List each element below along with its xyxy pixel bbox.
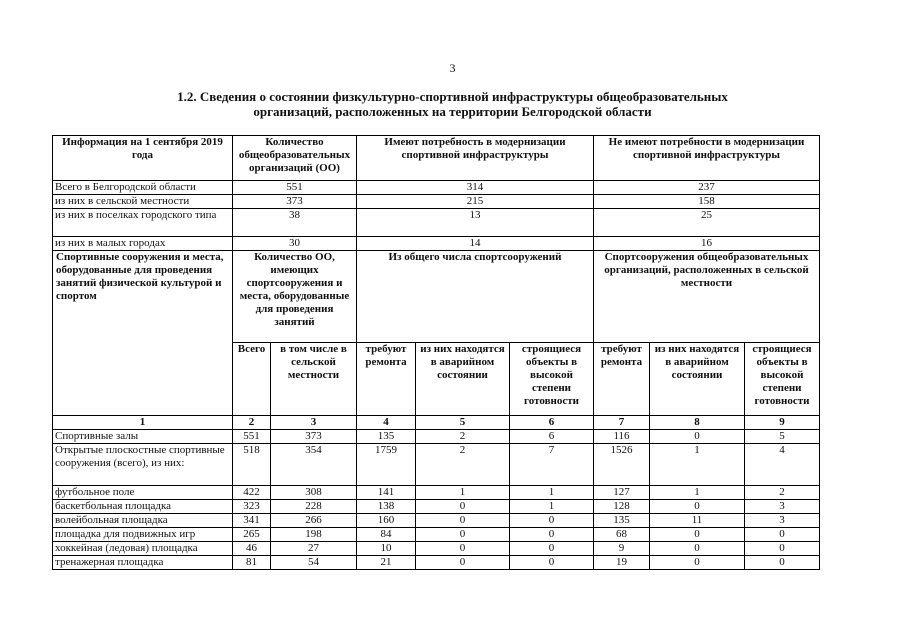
table1-cell: 13 [357,209,594,237]
table-cell: 2 [416,444,510,486]
table2-header-row [53,251,820,343]
table-cell: 323 [233,500,271,514]
table-cell: 266 [271,514,357,528]
facility-name: баскетбольная площадка [53,500,233,514]
table1-row-label: из них в малых городах [53,237,233,251]
table-cell: 9 [594,542,650,556]
table-cell: 354 [271,444,357,486]
table2-header-construction: строящиеся объекты в высокой степени готовности [510,343,594,416]
column-number-row [53,416,820,430]
table1-cell: 158 [594,195,820,209]
table-cell: 128 [594,500,650,514]
table-cell: 198 [271,528,357,542]
table-row [53,181,820,195]
column-number: 5 [416,416,510,430]
table-cell: 0 [510,528,594,542]
table1-cell: 30 [233,237,357,251]
table2-header-count: Количество ОО, имеющих спортсооружения и места, оборудованные для проведения занятий [233,251,357,343]
table2-header-emergency-rural: из них находятся в аварийном состоянии [650,343,745,416]
table1-header-info: Информация на 1 сентября 2019 года [53,136,233,181]
table-cell: 1 [510,486,594,500]
table-cell: 116 [594,430,650,444]
facility-name: хоккейная (ледовая) площадка [53,542,233,556]
table-row [53,500,820,514]
table-cell: 0 [416,556,510,570]
table-cell: 135 [357,430,416,444]
table-cell: 3 [745,500,820,514]
table-cell: 0 [510,514,594,528]
table-row [53,542,820,556]
table-cell: 1 [650,486,745,500]
facility-name: тренажерная площадка [53,556,233,570]
column-number: 9 [745,416,820,430]
section-title-line-1: 1.2. Сведения о состоянии физкультурно-спортивной инфраструктуры общеобразовательных [177,89,728,104]
facility-name: футбольное поле [53,486,233,500]
table2-header-repair-rural: требуют ремонта [594,343,650,416]
table-cell: 0 [510,542,594,556]
table-cell: 2 [745,486,820,500]
table-cell: 0 [745,556,820,570]
table-cell: 7 [510,444,594,486]
table-cell: 1526 [594,444,650,486]
column-number: 4 [357,416,416,430]
table-cell: 2 [416,430,510,444]
table1-cell: 373 [233,195,357,209]
table2-header-emergency: из них находятся в аварийном состоянии [416,343,510,416]
table-cell: 0 [650,430,745,444]
table-cell: 422 [233,486,271,500]
table-cell: 11 [650,514,745,528]
table-cell: 308 [271,486,357,500]
facility-name: волейбольная площадка [53,514,233,528]
column-number: 2 [233,416,271,430]
table-row [53,195,820,209]
table2-header-total-of: Из общего числа спортсооружений [357,251,594,343]
table2-header-all: Всего [233,343,271,416]
table-row [53,430,820,444]
table-cell: 0 [416,542,510,556]
facility-name: Спортивные залы [53,430,233,444]
infrastructure-table [52,135,820,570]
column-number: 3 [271,416,357,430]
table-cell: 0 [416,500,510,514]
table1-row-label: из них в поселках городского типа [53,209,233,237]
table1-cell: 38 [233,209,357,237]
table1-row-label: из них в сельской местности [53,195,233,209]
table-cell: 3 [745,514,820,528]
table-cell: 0 [745,542,820,556]
facility-name: площадка для подвижных игр [53,528,233,542]
table-row [53,209,820,237]
table-cell: 81 [233,556,271,570]
table-cell: 0 [650,500,745,514]
table1-row-label: Всего в Белгородской области [53,181,233,195]
table1-cell: 237 [594,181,820,195]
table-cell: 46 [233,542,271,556]
table-cell: 551 [233,430,271,444]
column-number: 6 [510,416,594,430]
table-row [53,514,820,528]
table-cell: 0 [650,528,745,542]
table-cell: 27 [271,542,357,556]
table-cell: 19 [594,556,650,570]
table-row [53,237,820,251]
table-row [53,486,820,500]
table-cell: 68 [594,528,650,542]
table1-cell: 551 [233,181,357,195]
table-cell: 4 [745,444,820,486]
table-cell: 10 [357,542,416,556]
table2-header-construction-rural: строящиеся объекты в высокой степени готовности [745,343,820,416]
table-cell: 160 [357,514,416,528]
table-cell: 1 [510,500,594,514]
table-cell: 54 [271,556,357,570]
table-cell: 1 [416,486,510,500]
table-cell: 127 [594,486,650,500]
table-cell: 141 [357,486,416,500]
table1-cell: 25 [594,209,820,237]
table-cell: 0 [416,514,510,528]
section-title-line-2: организаций, расположенных на территории Белгородской области [253,104,652,119]
table1-cell: 215 [357,195,594,209]
table-cell: 265 [233,528,271,542]
table2-header-incl-rural: в том числе в сельской местности [271,343,357,416]
table1-header-no-need: Не имеют потребности в модернизации спортивной инфраструктуры [594,136,820,181]
table-cell: 373 [271,430,357,444]
table-row [53,556,820,570]
table2-header-rural: Спортсооружения общеобразовательных организаций, расположенных в сельской местности [594,251,820,343]
column-number: 8 [650,416,745,430]
table-cell: 0 [650,556,745,570]
table-cell: 135 [594,514,650,528]
table2-header-repair: требуют ремонта [357,343,416,416]
table-cell: 0 [650,542,745,556]
table1-cell: 14 [357,237,594,251]
table-cell: 0 [416,528,510,542]
table2-header-facilities: Спортивные сооружения и места, оборудованные для проведения занятий физической культурой и спортом [53,251,233,416]
table-cell: 21 [357,556,416,570]
table-cell: 518 [233,444,271,486]
page-number: 3 [449,61,456,75]
table-cell: 5 [745,430,820,444]
column-number: 7 [594,416,650,430]
table-cell: 6 [510,430,594,444]
table-cell: 84 [357,528,416,542]
column-number: 1 [53,416,233,430]
facility-name: Открытые плоскостные спортивные сооружения (всего), из них: [53,444,233,486]
table1-header-need: Имеют потребность в модернизации спортивной инфраструктуры [357,136,594,181]
table-cell: 0 [745,528,820,542]
table-cell: 228 [271,500,357,514]
table-row [53,444,820,486]
table-cell: 1759 [357,444,416,486]
table1-header-row [53,136,820,181]
table-cell: 138 [357,500,416,514]
table1-cell: 314 [357,181,594,195]
table1-cell: 16 [594,237,820,251]
section-title [140,89,765,119]
table-cell: 1 [650,444,745,486]
table-row [53,528,820,542]
table-cell: 0 [510,556,594,570]
table-cell: 341 [233,514,271,528]
table1-header-count: Количество общеобразовательных организаций (ОО) [233,136,357,181]
